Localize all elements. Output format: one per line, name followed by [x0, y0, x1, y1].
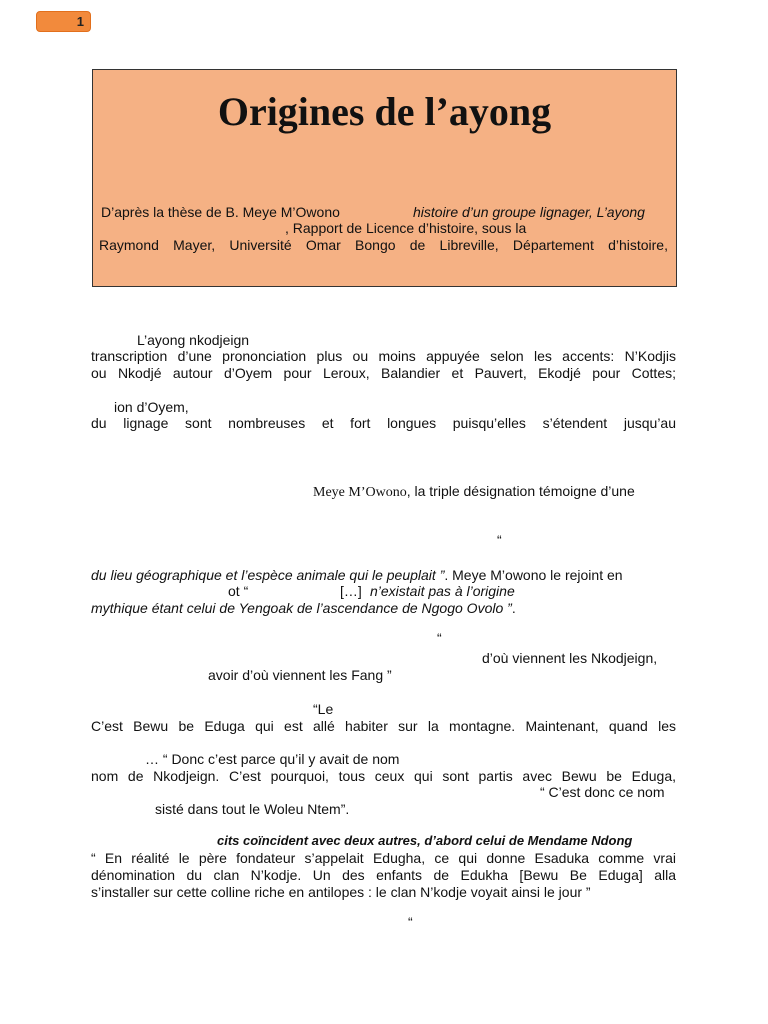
paragraph-line: ion d’Oyem, [114, 399, 189, 415]
text-span: . Meye M’owono le rejoint en [444, 567, 623, 583]
quote-mark: “ [408, 914, 413, 930]
document-title: Origines de l’ayong [217, 89, 552, 134]
paragraph-line: C’est Bewu be Eduga qui est allé habiter sur la montagne. Maintenant, quand les [91, 718, 676, 734]
paragraph-line: “Le [313, 701, 334, 717]
author-name: Meye M’Owono [313, 485, 407, 500]
paragraph-line: L’ayong nkodjeign [137, 332, 250, 348]
paragraph-line: “ C’est donc ce nom [540, 784, 665, 800]
paragraph-line: du lignage sont nombreuses et fort longues puisqu’elles s’étendent jusqu’au [91, 415, 676, 431]
page-number: 1 [76, 14, 84, 29]
paragraph-line: … “ Donc c’est parce qu’il y avait de nom [145, 751, 400, 767]
quote-mark: “ [437, 630, 442, 646]
paragraph-line [313, 483, 635, 501]
source-author: D’après la thèse de B. Meye M’Owono [101, 204, 340, 220]
paragraph-line: nom de Nkodjeign. C’est pourquoi, tous ceux qui sont partis avec Bewu be Eduga, [91, 768, 676, 784]
text-span: ot “ [228, 583, 249, 599]
paragraph-line: “ En réalité le père fondateur s’appelait Edugha, ce qui donne Esaduka comme vrai [91, 850, 676, 866]
paragraph-line: avoir d’où viennent les Fang ” [208, 667, 392, 683]
text-span: , la triple désignation témoigne d’une [406, 483, 635, 499]
quote-mark: “ [497, 532, 502, 548]
paragraph-line: d’où viennent les Nkodjeign, [482, 650, 658, 666]
page-number-badge [36, 11, 91, 32]
text-span: . [511, 600, 516, 616]
quote-text: n’existait pas à l’origine [370, 583, 515, 599]
paragraph-line: cits coïncident avec deux autres, d’abord celui de Mendame Ndong [217, 833, 633, 848]
quote-text: mythique étant celui de Yengoak de l’ascendance de Ngogo Ovolo ” [91, 600, 512, 616]
text-span: […] [340, 583, 362, 599]
paragraph-line: s’installer sur cette colline riche en antilopes : le clan N’kodje voyait ainsi le jour ” [91, 884, 591, 900]
paragraph-line: sisté dans tout le Woleu Ntem”. [155, 801, 350, 817]
paragraph-line: transcription d’une prononciation plus ou moins appuyée selon les accents: N’Kodjis [91, 348, 676, 364]
paragraph-line [91, 567, 623, 583]
source-report: , Rapport de Licence d’histoire, sous la [285, 220, 527, 236]
quote-text: du lieu géographique et l’espèce animale qui le peuplait ” [91, 567, 445, 583]
source-thesis-title: histoire d’un groupe lignager, L’ayong [413, 204, 645, 220]
source-university: Raymond Mayer, Université Omar Bongo de Libreville, Département d’histoire, [99, 237, 668, 253]
paragraph-line [91, 600, 516, 616]
paragraph-line: dénomination du clan N’kodje. Un des enfants de Edukha [Bewu Be Eduga] alla [91, 867, 676, 883]
paragraph-line: ou Nkodjé autour d’Oyem pour Leroux, Balandier et Pauvert, Ekodjé pour Cottes; [91, 365, 676, 381]
title-box [92, 69, 677, 287]
